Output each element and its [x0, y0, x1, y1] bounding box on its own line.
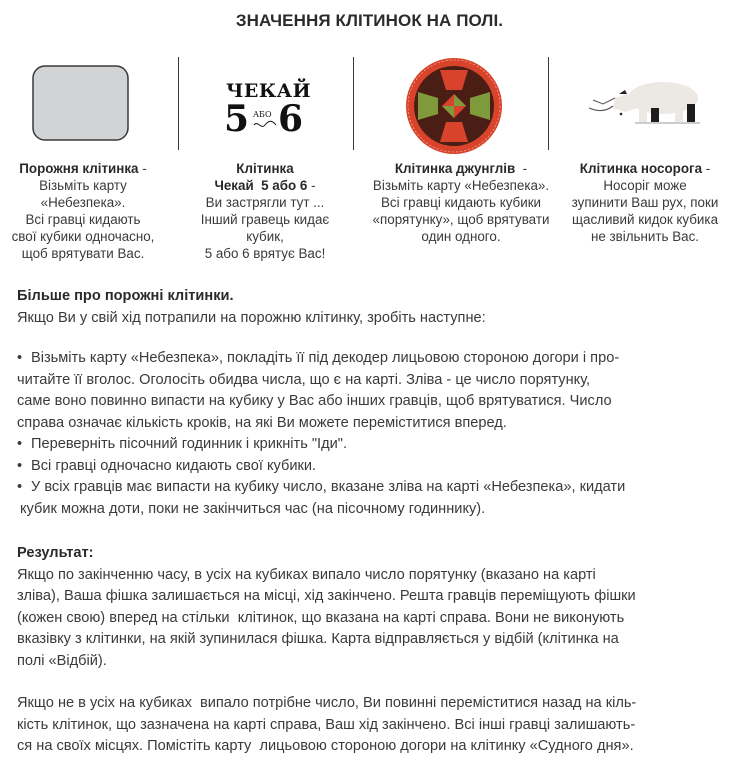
divider — [353, 57, 354, 150]
flourish-icon — [252, 120, 278, 130]
list-line: саме воно повинно випасти на кубику у Вас або інших гравців, щоб врятуватися. Число — [17, 393, 612, 409]
result-line: (кожен свою) вперед на стільки клітинок, що вказана на карті справа. Вони не виконують — [17, 609, 625, 626]
section-heading: Результат: — [17, 545, 94, 561]
bullet-icon: • — [17, 436, 23, 452]
desc-line: Всі гравці кидають — [25, 212, 141, 227]
list-item — [17, 434, 727, 456]
desc-line: Ви застрягли тут ... — [205, 195, 325, 210]
dash: - — [515, 161, 528, 176]
jungle-cell-title: Клітинка джунглів — [394, 161, 516, 176]
result-section — [17, 543, 727, 758]
list-line: Всі гравці одночасно кидають свої кубики. — [31, 457, 317, 474]
desc-line: щоб врятувати Вас. — [21, 246, 145, 261]
list-line: У всіх гравців має випасти на кубику число, вказане зліва на карті «Небезпека», кидати — [31, 479, 626, 495]
empty-cell-title: Порожня клітинка — [19, 161, 139, 176]
wait-icon-top-text: ЧЕКАЙ — [226, 80, 312, 102]
wait-5-or-6-icon — [222, 80, 312, 142]
desc-line: свої кубики одночасно, — [11, 229, 155, 244]
result-line: ся на своїх місцях. Помістіть карту лицьовою стороною догори на клітинку «Судного дня». — [17, 738, 634, 754]
desc-line: «порятунку», щоб врятувати — [372, 212, 550, 227]
rhino-cell-description — [560, 160, 730, 245]
desc-line: Всі гравці кидають кубики — [380, 195, 542, 210]
result-line: зліва), Ваша фішка залишається на місці, хід закінчено. Решта гравців переміщують фішки — [17, 588, 636, 604]
rhino-icon — [585, 78, 705, 128]
desc-line: кубик, — [246, 229, 284, 244]
dash: - — [702, 161, 711, 176]
wait-cell-description — [185, 160, 345, 262]
result-line: полі «Відбій). — [17, 652, 107, 669]
more-about-empty-cells — [17, 286, 727, 329]
list-line: Переверніть пісочний годинник і крикніть "Іди". — [31, 436, 348, 452]
jungle-cell-icon — [402, 56, 506, 156]
result-line: Якщо по закінченню часу, в усіх на кубиках випало число порятунку (вказано на карті — [17, 566, 596, 583]
steps-list — [17, 348, 727, 520]
wait-cell-title-line1: Клітинка — [236, 161, 294, 176]
bullet-icon: • — [17, 479, 23, 495]
result-line: Якщо не в усіх на кубиках випало потрібне число, Ви повинні переміститися назад на кіль- — [17, 695, 637, 711]
desc-line: Візьміть карту «Небезпека». — [372, 178, 550, 193]
desc-line: 5 або 6 врятує Вас! — [204, 246, 326, 261]
list-line: справа означає кількість кроків, на які Ви можете переміститися вперед. — [17, 414, 507, 431]
desc-line: Носоріг може — [603, 178, 687, 193]
divider — [548, 57, 549, 150]
result-line: кість клітинок, що зазначена на карті справа, Ваш хід закінчено. Всі інші гравці залишають- — [17, 716, 636, 733]
section-intro: Якщо Ви у свій хід потрапили на порожню клітинку, зробіть наступне: — [17, 309, 486, 326]
empty-cell-description — [4, 160, 162, 262]
wait-icon-five: 5 — [224, 98, 250, 140]
empty-cell-icon — [32, 65, 129, 141]
list-line: кубик можна доти, поки не закінчиться час (на пісочному годиннику). — [20, 500, 486, 517]
desc-line: зупинити Ваш рух, поки — [571, 195, 719, 210]
bullet-icon: • — [17, 350, 23, 366]
rhino-cell-title: Клітинка носорога — [579, 161, 703, 176]
list-line: Візьміть карту «Небезпека», покладіть її під декодер лицьовою стороною догори і про- — [31, 350, 620, 366]
list-item — [17, 348, 727, 434]
result-line: вказівку з клітинки, на якій зупинилася фішка. Карта відправляється у відбій (клітинка на — [17, 631, 619, 647]
desc-line: щасливий кидок кубика — [571, 212, 719, 227]
desc-line: «Небезпека». — [40, 195, 126, 210]
divider — [178, 57, 179, 150]
desc-line: один одного. — [421, 229, 501, 244]
desc-line: Візьміть карту — [39, 178, 127, 193]
list-item — [17, 456, 727, 478]
dash: - — [138, 161, 147, 176]
dash: - — [307, 178, 316, 193]
desc-line: Інший гравець кидає — [200, 212, 330, 227]
jungle-cell-description — [366, 160, 556, 245]
bullet-icon: • — [17, 457, 23, 474]
section-heading: Більше про порожні клітинки. — [17, 288, 234, 304]
list-line: читайте її вголос. Оголосіть обидва числа, що є на карті. Зліва - це число порятунку, — [17, 371, 591, 388]
wait-cell-title: Чекай 5 або 6 — [214, 178, 308, 193]
wait-icon-or: АБО — [253, 110, 272, 119]
wait-icon-six: 6 — [278, 98, 304, 140]
page-title: ЗНАЧЕННЯ КЛІТИНОК НА ПОЛІ. — [235, 11, 504, 30]
desc-line: не звільнить Вас. — [590, 229, 700, 244]
list-item — [17, 477, 727, 520]
